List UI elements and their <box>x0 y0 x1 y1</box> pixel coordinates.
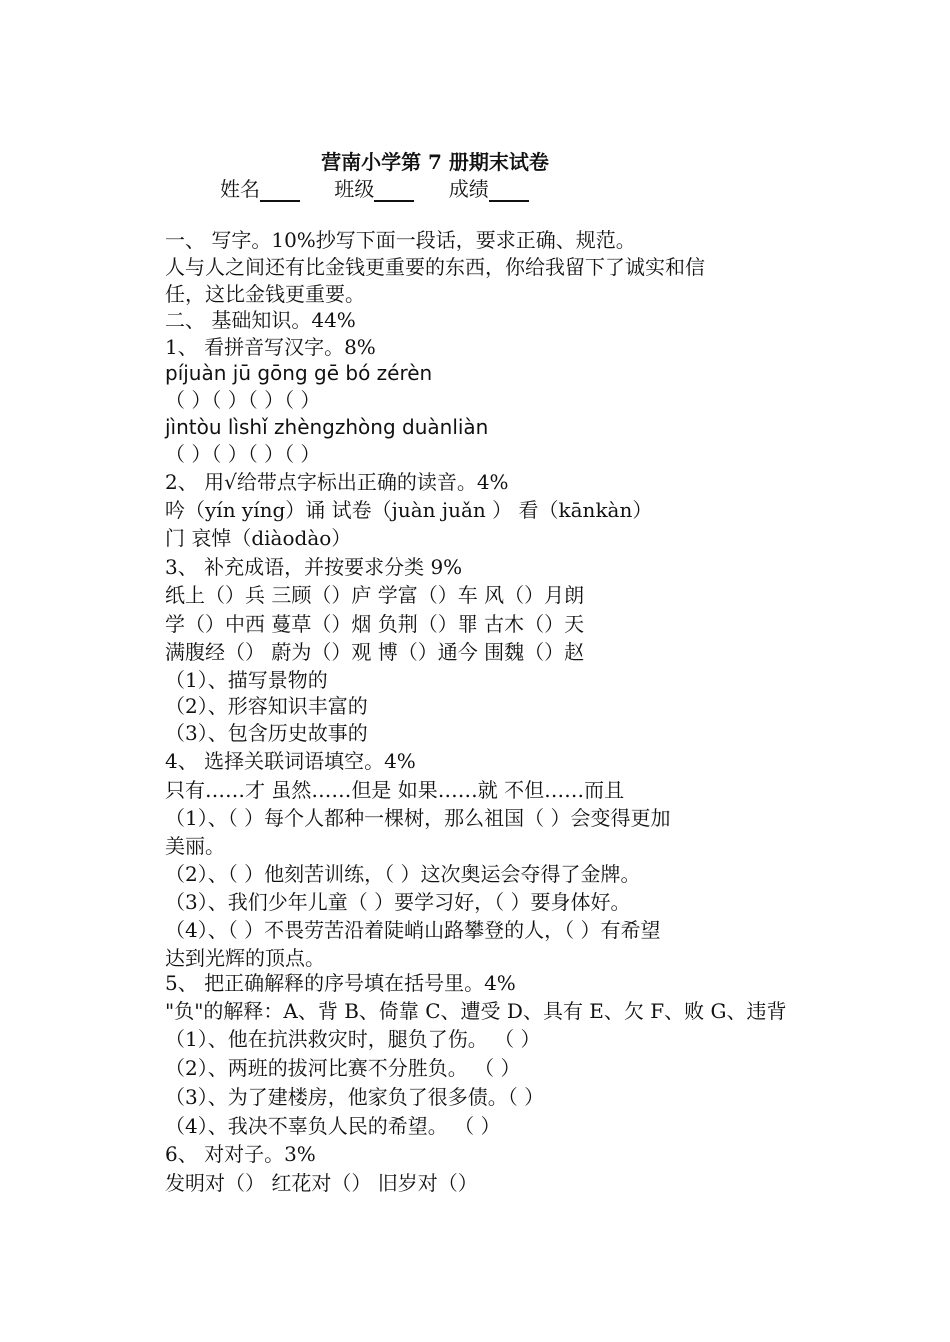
category-2: （2）、形容知识丰富的 <box>165 694 368 718</box>
q6-items: 发明对（） 红花对（） 旧岁对（） <box>165 1171 478 1195</box>
student-info <box>220 173 557 202</box>
q4-item-4: （4）、（ ）不畏劳苦沿着陡峭山路攀登的人，（ ）有希望 <box>165 918 661 942</box>
class-label: 班级 <box>334 177 375 201</box>
answer-row-1[interactable]: （ ）（ ）（ ）（ ） <box>165 388 321 412</box>
score-blank[interactable] <box>489 182 529 202</box>
q3-heading: 3、 补充成语，并按要求分类 9% <box>165 555 463 579</box>
copy-text-line-1: 人与人之间还有比金钱更重要的东西，你给我留下了诚实和信 <box>165 255 705 279</box>
score-label: 成绩 <box>448 177 489 201</box>
section-2-heading: 二、 基础知识。44% <box>165 308 356 332</box>
category-1: （1）、描写景物的 <box>165 668 328 692</box>
q5-item-2: （2）、两班的拔河比赛不分胜负。 （ ） <box>165 1056 521 1080</box>
q6-heading: 6、 对对子。3% <box>165 1142 316 1166</box>
pinyin-row-2: jìntòu lìshǐ zhèngzhòng duànliàn <box>165 415 489 439</box>
section-1-heading: 一、 写字。10%抄写下面一段话，要求正确、规范。 <box>165 228 636 252</box>
q2-heading: 2、 用√给带点字标出正确的读音。4% <box>165 470 509 494</box>
q4-item-4-cont: 达到光辉的顶点。 <box>165 946 325 970</box>
name-blank[interactable] <box>260 182 300 202</box>
copy-text-line-2: 任，这比金钱更重要。 <box>165 282 365 306</box>
q5-heading: 5、 把正确解释的序号填在括号里。4% <box>165 971 516 995</box>
q1-heading: 1、 看拼音写汉字。8% <box>165 335 376 359</box>
class-blank[interactable] <box>374 182 414 202</box>
q5-item-3: （3）、为了建楼房，他家负了很多债。（ ） <box>165 1085 545 1109</box>
exam-title: 营南小学第 7 册期末试卷 <box>321 150 549 174</box>
q5-item-1: （1）、他在抗洪救灾时，腿负了伤。 （ ） <box>165 1027 541 1051</box>
name-label: 姓名 <box>220 177 260 201</box>
q2-line-2: 门 哀悼（diàodào） <box>165 526 352 550</box>
idiom-row-1: 纸上（）兵 三顾（）庐 学富（）车 风（）月朗 <box>165 583 585 607</box>
q4-item-2: （2）、（ ）他刻苦训练，（ ）这次奥运会夺得了金牌。 <box>165 862 641 886</box>
q4-item-1: （1）、（ ）每个人都种一棵树，那么祖国（ ）会变得更加 <box>165 806 671 830</box>
conjunction-options: 只有……才 虽然……但是 如果……就 不但……而且 <box>165 778 625 802</box>
idiom-row-3: 满腹经（） 蔚为（）观 博（）通今 围魏（）赵 <box>165 640 585 664</box>
category-3: （3）、包含历史故事的 <box>165 721 368 745</box>
q2-line-1: 吟（yín yíng）诵 试卷（juàn juǎn ） 看（kānkàn） <box>165 498 653 522</box>
idiom-row-2: 学（）中西 蔓草（）烟 负荆（）罪 古木（）天 <box>165 612 585 636</box>
answer-row-2[interactable]: （ ）（ ）（ ）（ ） <box>165 442 321 466</box>
q5-item-4: （4）、我决不辜负人民的希望。 （ ） <box>165 1114 501 1138</box>
q4-item-1-cont: 美丽。 <box>165 834 225 858</box>
q4-item-3: （3）、我们少年儿童（ ）要学习好，（ ）要身体好。 <box>165 890 631 914</box>
fu-definitions: "负"的解释：A、背 B、倚靠 C、遭受 D、具有 E、欠 F、败 G、违背 <box>165 999 787 1023</box>
q4-heading: 4、 选择关联词语填空。4% <box>165 749 416 773</box>
pinyin-row-1: píjuàn jū gōng gē bó zérèn <box>165 361 433 385</box>
